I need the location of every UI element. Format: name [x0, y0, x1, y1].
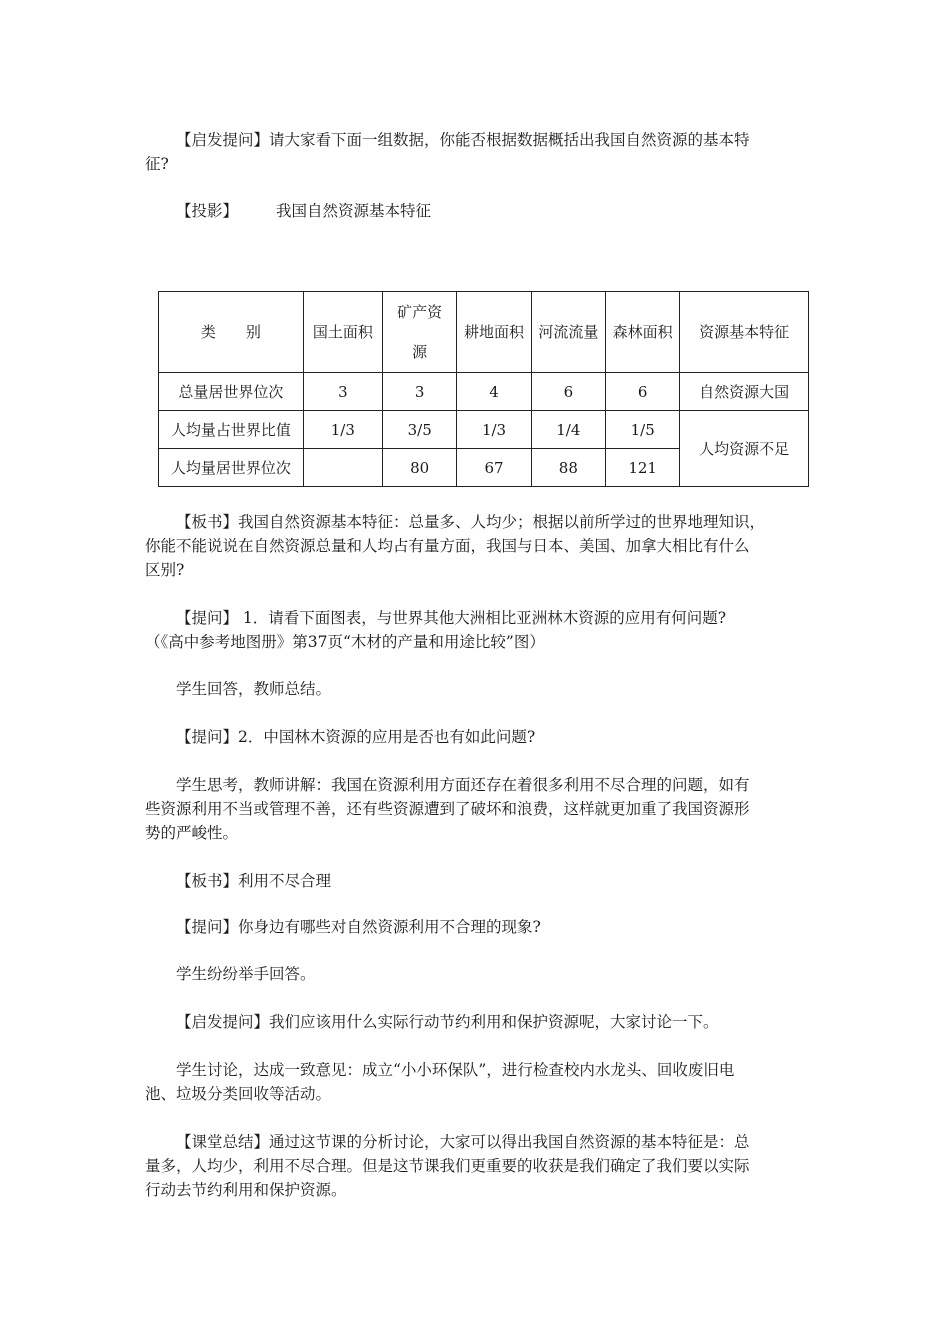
table-cell: 121: [606, 449, 680, 487]
table-cell: 3: [383, 373, 457, 411]
table-cell: 1/4: [531, 411, 605, 449]
paragraph-question-3: 【提问】你身边有哪些对自然资源利用不合理的现象?: [176, 918, 541, 936]
header-feature: 资源基本特征: [680, 292, 809, 373]
paragraph-board-features: 【板书】我国自然资源基本特征：总量多、人均少；根据以前所学过的世界地理知识， 你能不能说说在自然资源总量和人均占有量方面，我国与日本、美国、加拿大相比有什么 区别?: [145, 513, 766, 579]
table-cell: 80: [383, 449, 457, 487]
header-forest: 森林面积: [606, 292, 680, 373]
paragraph-teacher-explain: 学生思考，教师讲解：我国在资源利用方面还存在着很多利用不尽合理的问题，如有 些资源利用不当或管理不善，还有些资源遭到了破坏和浪费，这样就更加重了我国资源形 势的严峻性。: [145, 776, 750, 842]
resource-features-table: [158, 291, 809, 487]
header-mineral: 矿产资 源: [383, 292, 457, 373]
header-land-area: 国土面积: [303, 292, 382, 373]
header-farmland: 耕地面积: [457, 292, 531, 373]
table-cell: 88: [531, 449, 605, 487]
table-cell: 1/5: [606, 411, 680, 449]
table-header-row: [159, 292, 809, 373]
table-cell: 6: [606, 373, 680, 411]
row-label: 总量居世界位次: [159, 373, 304, 411]
paragraph-question-2: 【提问】2．中国林木资源的应用是否也有如此问题?: [176, 728, 536, 746]
paragraph-student-discuss: 学生讨论，达成一致意见：成立“小小环保队”，进行检查校内水龙头、回收废旧电 池、垃圾分类回收等活动。: [145, 1061, 735, 1103]
table-cell: 67: [457, 449, 531, 487]
row-label: 人均量占世界比值: [159, 411, 304, 449]
table-row: [159, 411, 809, 449]
table-row: [159, 373, 809, 411]
paragraph-class-summary: 【课堂总结】通过这节课的分析讨论，大家可以得出我国自然资源的基本特征是：总 量多，人均少，利用不尽合理。但是这节课我们更重要的收获是我们确定了我们要以实际 行动去节约利用和保护资源。: [145, 1133, 750, 1199]
table-cell: 1/3: [457, 411, 531, 449]
projection-title: 我国自然资源基本特征: [276, 202, 432, 220]
table-cell: 3/5: [383, 411, 457, 449]
paragraph-question-1: 【提问】 1．请看下面图表，与世界其他大洲相比亚洲林木资源的应用有何问题? （《高中参考地图册》第37页“木材的产量和用途比较”图）: [145, 609, 727, 651]
paragraph-student-raise: 学生纷纷举手回答。: [176, 965, 316, 983]
paragraph-prompt-intro: 【启发提问】请大家看下面一组数据，你能否根据数据概括出我国自然资源的基本特 征?: [145, 131, 750, 173]
header-category: 类 别: [159, 292, 304, 373]
feature-cell: 人均资源不足: [680, 411, 809, 487]
row-label: 人均量居世界位次: [159, 449, 304, 487]
paragraph-board-unreasonable: 【板书】利用不尽合理: [176, 872, 332, 890]
projection-tag: 【投影】: [176, 202, 239, 220]
table-cell: 6: [531, 373, 605, 411]
feature-cell: 自然资源大国: [680, 373, 809, 411]
table-cell: 1/3: [303, 411, 382, 449]
table-cell: 3: [303, 373, 382, 411]
header-river-flow: 河流流量: [531, 292, 605, 373]
paragraph-student-answer: 学生回答，教师总结。: [176, 680, 332, 698]
paragraph-projection: [145, 199, 813, 223]
table-cell: 4: [457, 373, 531, 411]
table-cell: [303, 449, 382, 487]
paragraph-prompt-action: 【启发提问】我们应该用什么实际行动节约利用和保护资源呢，大家讨论一下。: [176, 1013, 719, 1031]
